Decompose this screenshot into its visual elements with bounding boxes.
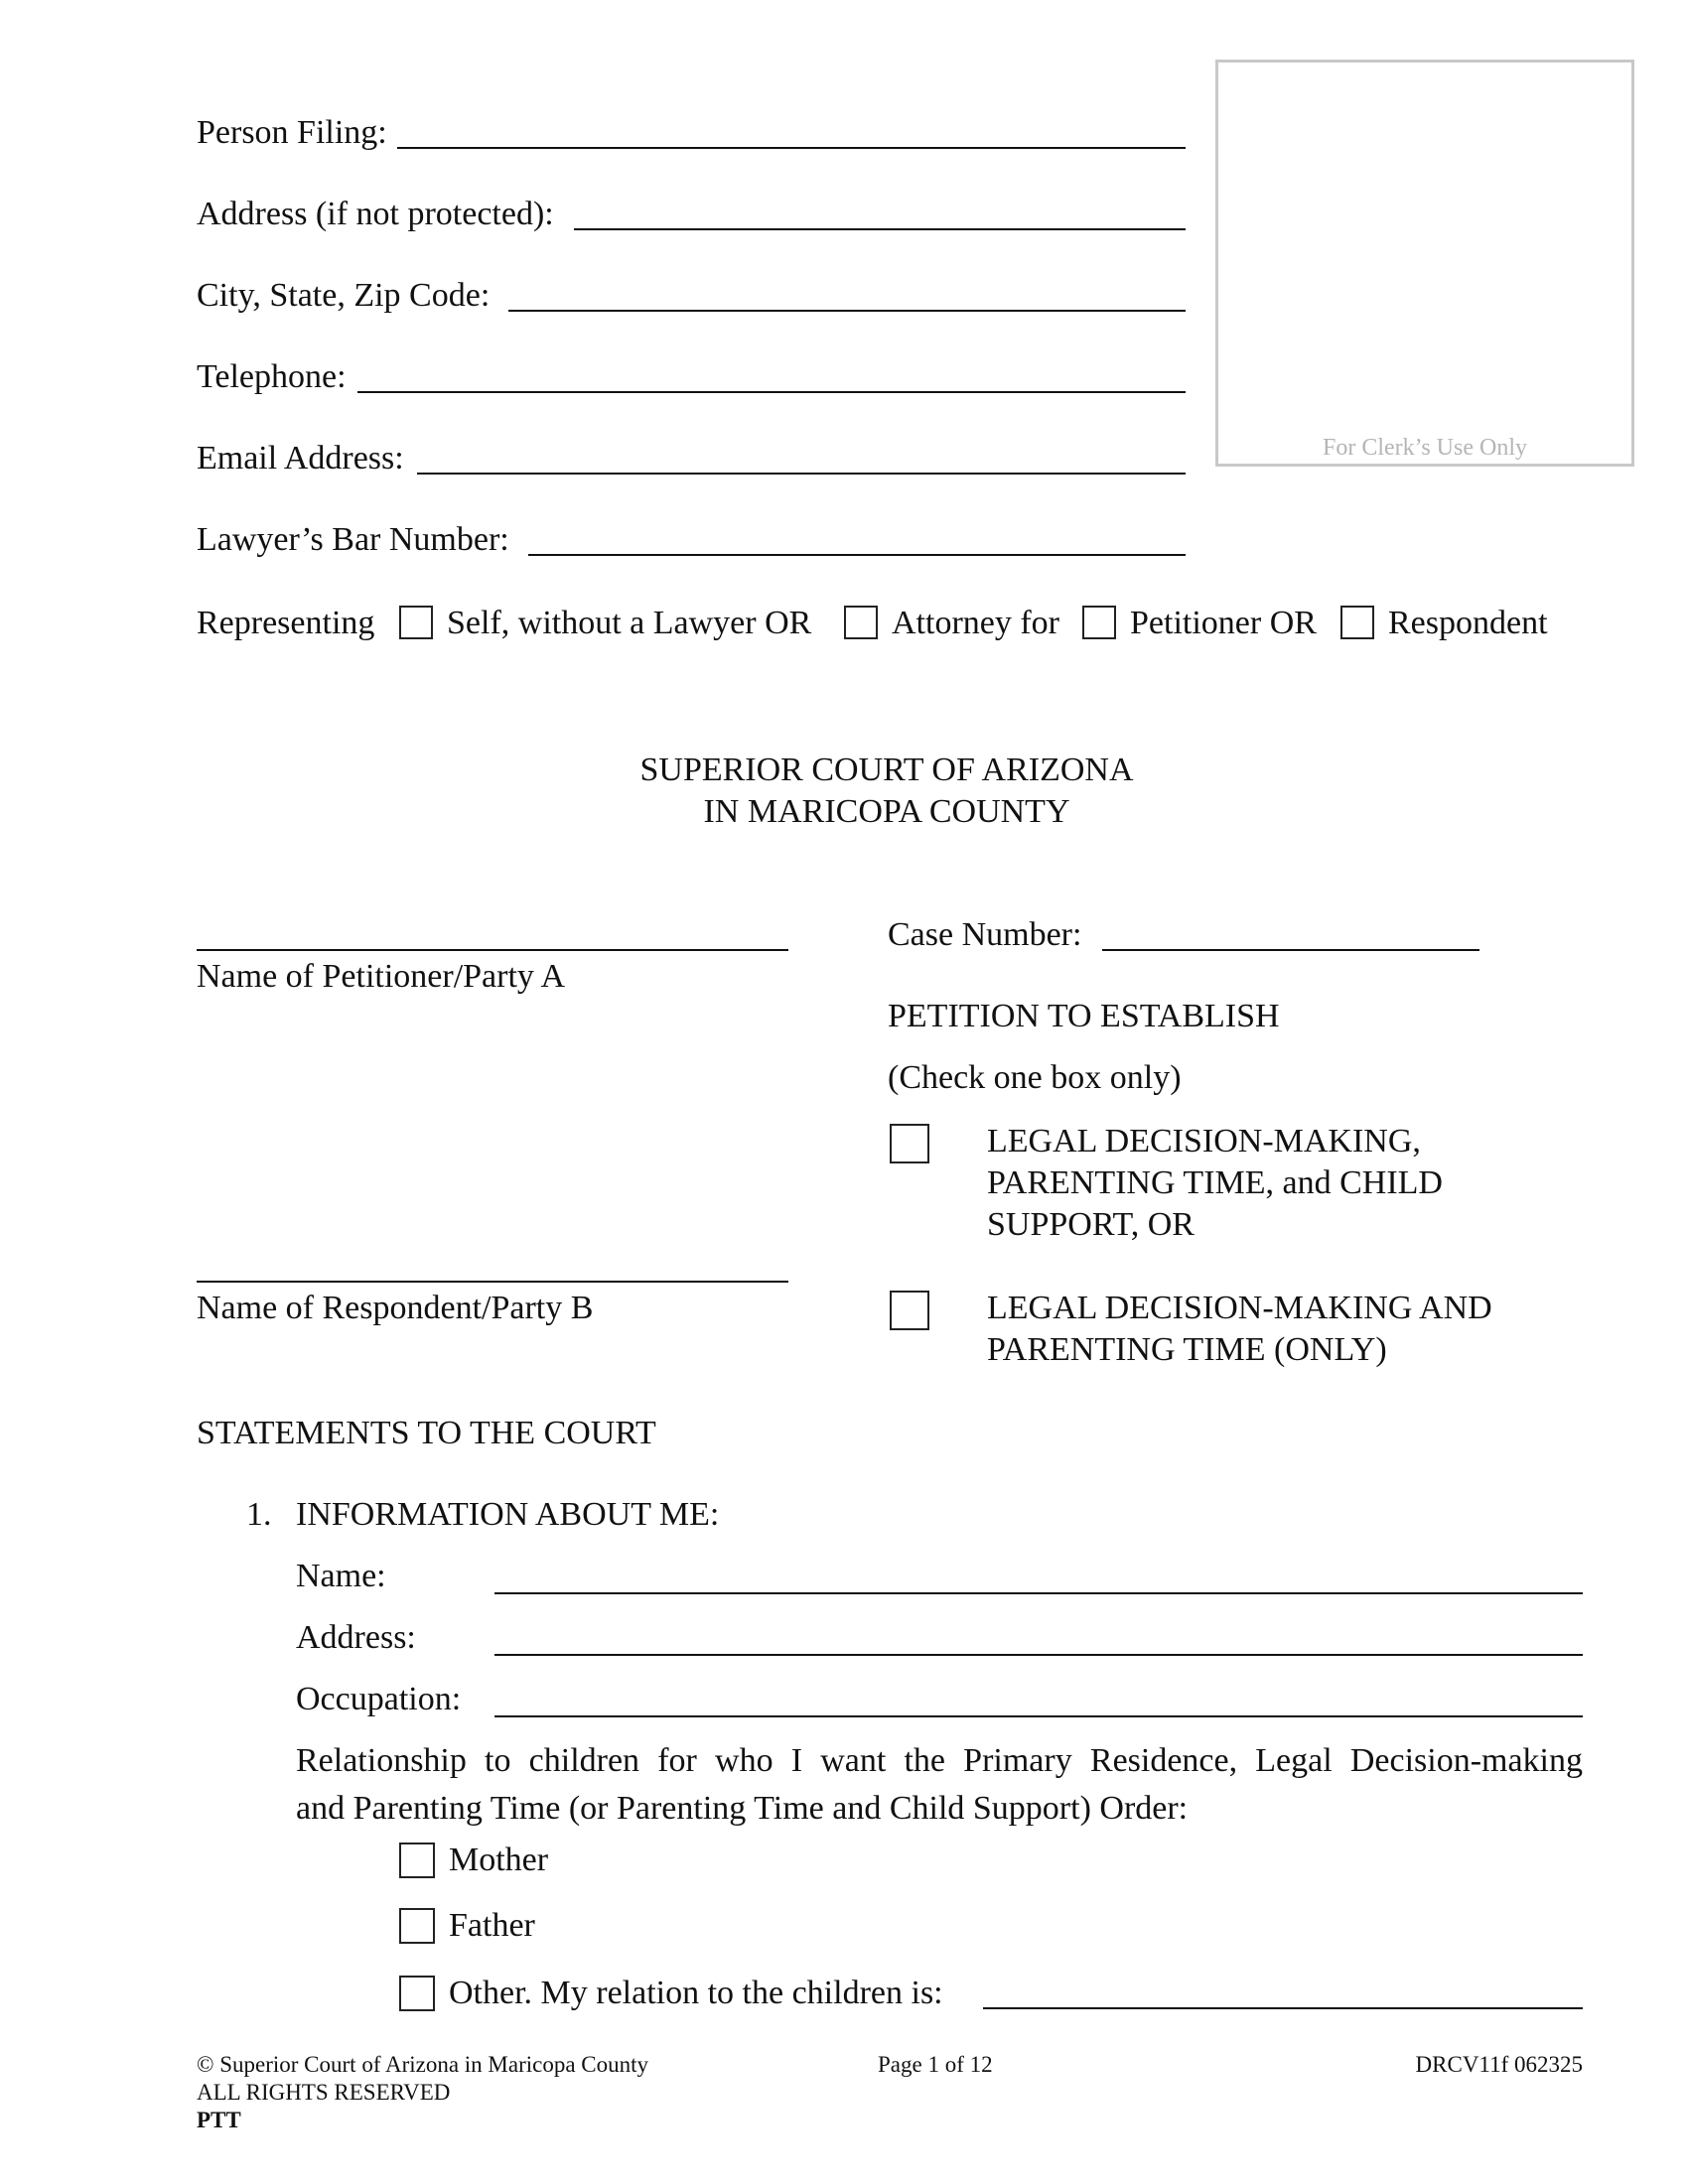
respondent-label: Name of Respondent/Party B <box>197 1290 594 1326</box>
father-checkbox[interactable] <box>399 1908 435 1944</box>
self-label: Self, without a Lawyer OR <box>447 605 812 641</box>
petitioner-name-field[interactable] <box>197 949 788 951</box>
footer-copyright: © Superior Court of Arizona in Maricopa County <box>197 2052 649 2077</box>
option1-line2: PARENTING TIME, and CHILD <box>987 1164 1443 1201</box>
clerk-use-label: For Clerk’s Use Only <box>1323 435 1527 461</box>
occupation-label: Occupation: <box>296 1681 462 1717</box>
address-field[interactable] <box>574 228 1186 230</box>
case-number-label: Case Number: <box>888 916 1082 953</box>
option-ldm-pt-only-checkbox[interactable] <box>890 1291 929 1330</box>
case-number-field[interactable] <box>1102 949 1479 951</box>
petitioner-label: Petitioner OR <box>1130 605 1317 641</box>
petitioner-label: Name of Petitioner/Party A <box>197 958 566 995</box>
item1-title: INFORMATION ABOUT ME: <box>296 1496 720 1533</box>
mother-checkbox[interactable] <box>399 1843 435 1878</box>
other-checkbox[interactable] <box>399 1976 435 2011</box>
option1-line1: LEGAL DECISION-MAKING, <box>987 1123 1421 1160</box>
option2-line1: LEGAL DECISION-MAKING AND <box>987 1290 1492 1326</box>
self-checkbox[interactable] <box>399 606 433 639</box>
other-relation-field[interactable] <box>983 2007 1583 2009</box>
name-label: Name: <box>296 1558 386 1594</box>
email-field[interactable] <box>417 473 1186 475</box>
option2-line2: PARENTING TIME (ONLY) <box>987 1331 1387 1368</box>
footer-page-number: Page 1 of 12 <box>878 2052 993 2077</box>
address-label-me: Address: <box>296 1619 416 1656</box>
court-name-line1: SUPERIOR COURT OF ARIZONA <box>639 751 1134 788</box>
check-one-note: (Check one box only) <box>888 1059 1182 1096</box>
item1-number: 1. <box>246 1496 272 1533</box>
option-ldm-pt-cs-checkbox[interactable] <box>890 1124 929 1163</box>
court-name-line2: IN MARICOPA COUNTY <box>703 793 1070 830</box>
respondent-name-field[interactable] <box>197 1281 788 1283</box>
telephone-label: Telephone: <box>197 358 347 395</box>
name-field[interactable] <box>494 1592 1583 1594</box>
petition-title: PETITION TO ESTABLISH <box>888 998 1280 1034</box>
relationship-line1: Relationship to children for who I want the Primary Residence, Legal Decision-making <box>296 1742 1583 1779</box>
bar-number-label: Lawyer’s Bar Number: <box>197 521 509 558</box>
statements-heading: STATEMENTS TO THE COURT <box>197 1415 656 1451</box>
representing-label: Representing <box>197 605 375 641</box>
footer-code: PTT <box>197 2108 241 2132</box>
relationship-line2: and Parenting Time (or Parenting Time and Child Support) Order: <box>296 1790 1189 1827</box>
footer-form-id: DRCV11f 062325 <box>1415 2052 1583 2077</box>
other-label: Other. My relation to the children is: <box>449 1975 943 2011</box>
person-filing-field[interactable] <box>397 147 1186 149</box>
option1-line3: SUPPORT, OR <box>987 1206 1195 1243</box>
footer-rights: ALL RIGHTS RESERVED <box>197 2080 451 2105</box>
telephone-field[interactable] <box>357 391 1186 393</box>
bar-number-field[interactable] <box>528 554 1186 556</box>
city-state-zip-field[interactable] <box>508 310 1186 312</box>
address-label: Address (if not protected): <box>197 196 554 232</box>
respondent-checkbox[interactable] <box>1340 606 1374 639</box>
attorney-label: Attorney for <box>892 605 1060 641</box>
occupation-field[interactable] <box>494 1715 1583 1717</box>
mother-label: Mother <box>449 1842 549 1878</box>
attorney-checkbox[interactable] <box>844 606 878 639</box>
petitioner-checkbox[interactable] <box>1082 606 1116 639</box>
address-field-me[interactable] <box>494 1654 1583 1656</box>
father-label: Father <box>449 1907 535 1944</box>
email-label: Email Address: <box>197 440 404 477</box>
city-state-zip-label: City, State, Zip Code: <box>197 277 491 314</box>
person-filing-label: Person Filing: <box>197 114 387 151</box>
clerk-use-box <box>1215 60 1634 467</box>
respondent-label: Respondent <box>1388 605 1548 641</box>
